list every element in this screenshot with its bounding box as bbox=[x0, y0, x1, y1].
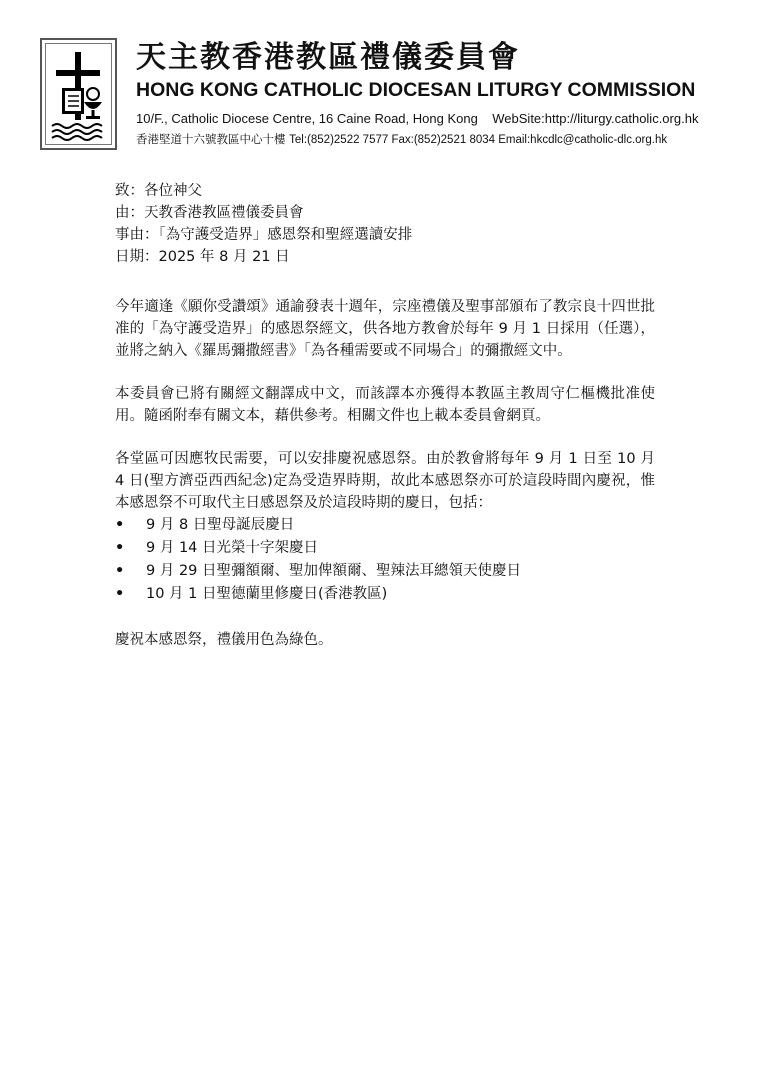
cross-chalice-icon bbox=[46, 44, 111, 144]
address-chinese: 香港堅道十六號教區中心十樓 bbox=[136, 132, 286, 146]
list-item: • 9 月 29 日聖彌額爾、聖加俾額爾、聖辣法耳總領天使慶日 bbox=[115, 560, 655, 583]
letterhead-text bbox=[136, 40, 726, 149]
date-line: 日期：2025 年 8 月 21 日 bbox=[115, 249, 290, 265]
paragraph-translation: 本委員會已將有關經文翻譯成中文，而該譯本亦獲得本教區主教周守仁樞機批准使用。隨函附奉有關文本，藉供參考。相關文件也上載本委員會網頁。 bbox=[115, 386, 655, 424]
bullet-icon: • bbox=[115, 586, 125, 602]
paragraph-intro: 今年適逢《願你受讚頌》通諭發表十週年，宗座禮儀及聖事部頒布了教宗良十四世批准的「為守護受造界」的感恩祭經文，供各地方教會於每年 9 月 1 日採用（任選），並將之納入《羅馬彌撒經書》「為各種需要或不同場合」的彌撒經文中。 bbox=[115, 299, 655, 359]
contact-details: Tel:(852)2522 7577 Fax:(852)2521 8034 Email:hkcdlc@catholic-dlc.org.hk bbox=[289, 134, 668, 146]
list-item: • 10 月 1 日聖德蘭里修慶日(香港教區) bbox=[115, 583, 655, 606]
org-name-english: HONG KONG CATHOLIC DIOCESAN LITURGY COMMISSION bbox=[136, 79, 696, 101]
bullet-icon: • bbox=[115, 563, 125, 579]
letterhead bbox=[40, 38, 720, 154]
paragraph-season: 各堂區可因應牧民需要，可以安排慶祝感恩祭。由於教會將每年 9 月 1 日至 10 月 4 日(聖方濟亞西西紀念)定為受造界時期，故此本感恩祭亦可於這段時間內慶祝，惟本感恩祭不可取代主日感恩祭及於這段時期的慶日，包括： bbox=[115, 451, 655, 511]
org-name-chinese: 天主教香港教區禮儀委員會 bbox=[136, 40, 520, 75]
list-item: • 9 月 8 日聖母誕辰慶日 bbox=[115, 514, 655, 537]
letter-meta bbox=[115, 180, 655, 268]
feast-days-list bbox=[115, 514, 655, 606]
subject-line: 事由：「為守護受造界」感恩祭和聖經選讀安排 bbox=[115, 227, 413, 243]
closing-note: 慶祝本感恩祭，禮儀用色為綠色。 bbox=[115, 632, 333, 648]
address-english: 10/F., Catholic Diocese Centre, 16 Caine Road, Hong Kong bbox=[136, 111, 478, 126]
commission-logo bbox=[40, 38, 117, 150]
address-english-line bbox=[136, 110, 726, 128]
logo-frame bbox=[45, 43, 112, 145]
address-chinese-line bbox=[136, 131, 726, 149]
website-link[interactable]: WebSite:http://liturgy.catholic.org.hk bbox=[492, 111, 699, 126]
sender-line: 由：天教香港教區禮儀委員會 bbox=[115, 205, 304, 221]
bullet-icon: • bbox=[115, 517, 125, 533]
bullet-icon: • bbox=[115, 540, 125, 556]
letter-body bbox=[115, 180, 655, 651]
recipient-line: 致：各位神父 bbox=[115, 183, 202, 199]
list-item: • 9 月 14 日光榮十字架慶日 bbox=[115, 537, 655, 560]
